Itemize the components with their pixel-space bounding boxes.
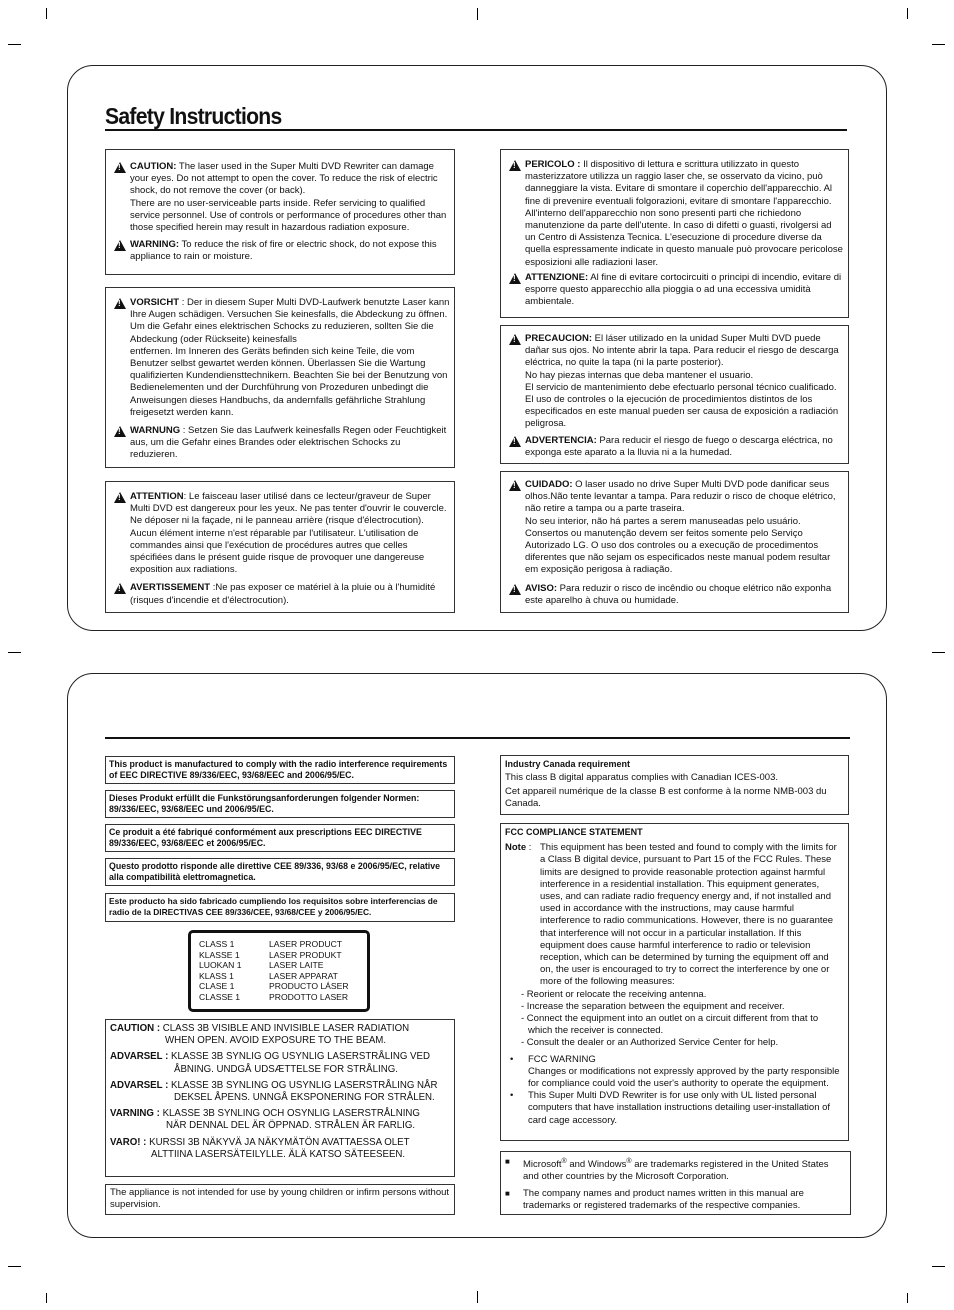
- laser-class-row: [199, 992, 349, 1003]
- trademarks-box: [500, 1151, 851, 1215]
- square-bullet-icon: ■: [505, 1188, 510, 1198]
- appliance-note: The appliance is not intended for use by young children or infirm persons without supervision.: [105, 1184, 455, 1215]
- fcc-measure-item: - Consult the dealer or an Authorized Service Center for help.: [521, 1037, 779, 1049]
- warning-triangle-icon: [114, 583, 126, 594]
- fcc-warning-text: Changes or modifications not expressly approved by the party responsible for compliance could void the user's authority to operate the equipment.: [528, 1065, 840, 1090]
- caution-text: : Le faisceau laser utilisé dans ce lecteur/graveur de Super Multi DVD est dangereux pour les yeux. Ne pas tenter d'ouvrir le couvercle. Ne déposer ni la façade, ni le panneau arrière (risque d'électrocution). Aucun élément interne n'est réparable par l'utilisateur. L'utilisation de commandes ainsi que l'exécution de procédures autres que celles spécifiées dans le présent guide risque de provoquer une dangereuse exposition aux radiations.: [130, 491, 447, 576]
- warning-triangle-icon: [114, 240, 126, 251]
- laser-class-label: [188, 930, 370, 1012]
- safety-box-de: [105, 287, 455, 468]
- caution-text: Il dispositivo di lettura e scrittura utilizzato in questo masterizzatore utilizza un raggio laser che, se osservato da vicino, può danneggiare la vista. Evitare di smontare il coperchio dell'apparecchio. Al fine di prevenire eventuali folgorazioni, evitare di smontare l'apparecchio. All'interno dell'apparecchio non sono presenti parti che richiedono manutenzione da parte dell'utente. In caso di difetti o guasti, rivolgersi ad un Centro di Assistenza Tecnica. L'esecuzione di procedure diverse da quella espressamente indicate in questo manuale può provocare pericolose esposizioni alle radiazioni laser.: [525, 159, 843, 268]
- laser-class-row: [199, 981, 349, 992]
- industry-canada-text: This class B digital apparatus complies with Canadian ICES-003.: [505, 772, 778, 783]
- warning-triangle-icon: [509, 160, 521, 171]
- laser-product-name: PRODUCTO LÁSER: [269, 981, 349, 992]
- caution-text: : Der in diesem Super Multi DVD-Laufwerk benutzte Laser kann Ihre Augen schädigen. Versuchen Sie keinesfalls, die Abdeckung zu öffnen. Um die Gefahr eines elektrischen Schocks zu reduzieren, sollten Sie die Abdeckung (oder Rückseite) keinesfalls: [130, 297, 450, 345]
- laser-class-name: CLASSE 1: [199, 991, 241, 1002]
- warning-label: AVERTISSEMENT: [130, 582, 211, 594]
- laser-class-name: CLASE 1: [199, 981, 235, 992]
- fcc-measures-list: [505, 989, 844, 1050]
- caution-label: CAUTION:: [130, 161, 177, 172]
- fcc-measure-item: - Increase the separation between the equipment and receiver.: [521, 1000, 785, 1012]
- class3b-text: ÅBNING. UNDGÅ UDSÆTTELSE FOR STRÅLING.: [174, 1063, 398, 1075]
- caution-label: ATTENTION: [130, 491, 184, 502]
- caution-text: El láser utilizado en la unidad Super Multi DVD puede dañar sus ojos. No intente abrir la tapa. Para reducir el riesgo de descarga eléctrica, no quite la tapa (ni la parte posterior).: [525, 333, 839, 369]
- warning-triangle-icon: [509, 273, 521, 284]
- warning-text: Para reduzir o risco de incêndio ou choque elétrico não exponha este aparelho à chuva ou humidade.: [525, 582, 832, 606]
- trademark-text: are trademarks registered in the United States and other countries by the Microsoft Corporation.: [523, 1159, 829, 1183]
- eec-note-fr: Ce produit a été fabriqué conformément aux prescriptions EEC DIRECTIVE 89/336/EEC, 93/68/EEC et 2006/95/EC.: [105, 824, 455, 852]
- caution-text: O laser usado no drive Super Multi DVD pode danificar seus olhos.Não tente levantar a tampa. Para reduzir o risco de choque elétrico, não retire a tampa ou a parte traseira.: [525, 479, 836, 515]
- laser-class-row: [199, 971, 349, 982]
- warning-triangle-icon: [114, 492, 126, 503]
- class3b-text: NÄR DENNAL DEL ÄR ÖPPNAD. STRÅLEN ÄR FARLIG.: [166, 1120, 416, 1132]
- caution-text: There are no user-serviceable parts inside. Refer servicing to qualified service personnel. Use of controls or performance of procedures other than those specified herein may result in hazardous radiation exposure.: [130, 197, 447, 234]
- laser-class-table: [199, 939, 349, 1003]
- warning-label: AVISO:: [525, 582, 558, 594]
- caution-text: No seu interior, não há partes a serem manuseadas pelo usuário. Consertos ou manutenção devem ser feitos somente pelo Serviço Autorizado LG. O uso dos controles ou a execução de procedimentos diferentes que não sejam os especificados neste manual podem resultar em exposição perigosa à radiação.: [525, 515, 831, 576]
- class3b-text: KLASSE 3B SYNLIG OG USYNLIG LASERSTRÅLING VED: [171, 1051, 430, 1063]
- class3b-text: CLASS 3B VISIBLE AND INVISIBLE LASER RADIATION: [162, 1023, 410, 1034]
- note-separator: :: [528, 842, 532, 854]
- trademark-text: Microsoft: [523, 1159, 562, 1171]
- varning-label: VARNING :: [110, 1108, 160, 1120]
- warning-triangle-icon: [114, 298, 126, 309]
- caution-label: PERICOLO :: [525, 159, 581, 170]
- ul-listed-text: This Super Multi DVD Rewriter is for use only with UL listed personal computers that have installation instructions detailing user-installation of card cage accessory.: [528, 1090, 831, 1126]
- safety-box-pt: [500, 471, 849, 613]
- laser-class-name: CLASS 1: [199, 939, 235, 949]
- trademark-text: The company names and product names written in this manual are trademarks or registered trademarks of the respective companies.: [523, 1187, 804, 1212]
- title-rule: [105, 129, 847, 131]
- laser-class-row: [199, 950, 349, 961]
- laser-product-name: LASER APPARAT: [269, 970, 338, 981]
- laser-class-name: KLASSE 1: [199, 949, 240, 960]
- caution-label: VORSICHT: [130, 297, 180, 308]
- class3b-text: ALTTIINA LASERSÄTEILYLLE. ÄLÄ KATSO SÄTEESEEN.: [151, 1148, 406, 1160]
- fcc-box: [500, 823, 849, 1141]
- registered-mark: ®: [561, 1158, 567, 1165]
- warning-text: : Setzen Sie das Laufwerk keinesfalls Regen oder Feuchtigkeit aus, um die Gefahr eines Brandes oder elektrischen Schocks zu reduzieren.: [130, 425, 447, 461]
- warning-triangle-icon: [114, 426, 126, 437]
- warning-text: :Ne pas exposer ce matériel à la pluie ou à l'humidité (risques d'incendie et d'électrocution).: [130, 582, 436, 606]
- page-title: Safety Instructions: [105, 103, 282, 129]
- warning-label: WARNUNG: [130, 425, 181, 437]
- warning-label: WARNING:: [130, 239, 180, 251]
- fcc-measure-item: - Reorient or relocate the receiving antenna.: [521, 988, 707, 1000]
- warning-triangle-icon: [509, 480, 521, 491]
- warning-label: ATTENZIONE:: [525, 271, 589, 283]
- warning-label: ADVERTENCIA:: [525, 434, 597, 446]
- caution-label: CAUTION :: [110, 1023, 161, 1034]
- square-bullet-icon: ■: [505, 1157, 510, 1166]
- warning-text: Para reducir el riesgo de fuego o descarga eléctrica, no exponga este aparato a la lluvia ni a la humedad.: [525, 434, 833, 458]
- caution-text: The laser used in the Super Multi DVD Rewriter can damage your eyes. Do not attempt to open the cover. To reduce the risk of electric shock, do not remove the cover (or back).: [130, 161, 438, 197]
- caution-text: El servicio de mantenimiento debe efectuarlo personal técnico cualificado. El uso de controles o la ejecución de procedimientos distintos de los especificados en este manual pueden ser causa de exposición a radiación peligrosa.: [525, 381, 839, 430]
- eec-note-en: This product is manufactured to comply with the radio interference requirements of EEC DIRECTIVE 89/336/EEC, 93/68/EEC and 2006/95/EC.: [105, 756, 455, 784]
- class3b-text: KURSSI 3B NÄKYVÄ JA NÄKYMÄTÖN AVATTAESSA OLET: [149, 1136, 410, 1148]
- advarsel-label: ADVARSEL :: [110, 1051, 169, 1063]
- caution-label: CUIDADO:: [525, 479, 573, 490]
- note-label: Note: [505, 842, 527, 854]
- trademark-text: and Windows: [566, 1159, 627, 1171]
- safety-box-en: [105, 149, 455, 275]
- eec-note-de: Dieses Produkt erfüllt die Funkstörungsanforderungen folgender Normen: 89/336/EEC, 93/68/EEC und 2006/95/EC.: [105, 790, 455, 818]
- caution-text: No hay piezas internas que deba mantener el usuario.: [525, 369, 754, 381]
- warning-triangle-icon: [509, 436, 521, 447]
- fcc-note-text: This equipment has been tested and found to comply with the limits for a Class B digital device, pursuant to Part 15 of the FCC Rules. These limits are designed to provide reasonable protection against harmful interference in a residential installation. This equipment generates, uses, and can radiate radio frequency energy and, if not installed and used in accordance with the instructions, may cause harmful interference to radio communications. However, there is no guarantee that interference will not occur in a particular installation. If this equipment does cause harmful interference to radio or television reception, which can be determined by turning the equipment off and on, the user is encouraged to try to correct the interference by one or more of the following measures:: [540, 842, 837, 988]
- warning-triangle-icon: [509, 334, 521, 345]
- warning-text: Al fine di evitare cortocircuiti o principi di incendio, evitare di esporre questo apparecchio alla pioggia o ad una eccessiva umidità ambientale.: [525, 271, 842, 308]
- industry-canada-text: Cet appareil numérique de la classe B est conforme à la norme NMB-003 du Canada.: [505, 786, 827, 809]
- industry-canada-box: [500, 755, 849, 815]
- laser-product-name: LASER PRODUCT: [269, 939, 343, 949]
- registered-mark: ®: [626, 1158, 632, 1165]
- safety-box-fr: [105, 481, 455, 613]
- fcc-title: FCC COMPLIANCE STATEMENT: [505, 827, 643, 837]
- bullet-icon: •: [510, 1053, 514, 1065]
- caution-text: entfernen. Im Inneren des Geräts befinden sich keine Teile, die vom Benutzer selbst gewartet werden können. Überlassen Sie die Wartung qualifizierten Kundendiensttechnikern. Beachten Sie bei der Benutzung von Bedienelementen und der Durchführung von Prozeduren unbedingt die Anweisungen dieses Handbuchs, da andernfalls gefährliche Strahlung freigesetzt werden kann.: [130, 345, 448, 418]
- warning-triangle-icon: [114, 162, 126, 173]
- advarsel-label: ADVARSEL :: [110, 1079, 169, 1091]
- class3b-text: KLASSE 3B SYNLING OG USYNLIG LASERSTRÅLING NÅR: [171, 1079, 438, 1091]
- fcc-measure-item: - Connect the equipment into an outlet on a circuit different from that to which the receiver is connected.: [521, 1013, 819, 1037]
- section-rule: [105, 737, 850, 739]
- class3b-text: KLASSE 3B SYNLING OCH OSYNLIG LASERSTRÅLNING: [162, 1108, 420, 1120]
- bullet-icon: •: [510, 1090, 514, 1102]
- caution-label: PRECAUCION:: [525, 333, 593, 344]
- eec-note-es: Este producto ha sido fabricado cumpliendo los requisitos sobre interferencias de radio de la DIRECTIVAS CEE 89/336/CEE, 93/68/CEE y 2006/95/EC.: [105, 893, 455, 922]
- laser-product-name: PRODOTTO LASER: [269, 991, 349, 1002]
- warning-text: To reduce the risk of fire or electric shock, do not expose this appliance to rain or moisture.: [130, 239, 437, 263]
- laser-product-name: LASER PRODUKT: [269, 949, 342, 960]
- varo-label: VARO! :: [110, 1136, 147, 1148]
- safety-box-it: [500, 149, 849, 318]
- laser-class-row: [199, 960, 349, 971]
- class3b-text: WHEN OPEN. AVOID EXPOSURE TO THE BEAM.: [165, 1035, 387, 1047]
- industry-canada-title: Industry Canada requirement: [505, 759, 631, 769]
- warning-triangle-icon: [509, 584, 521, 595]
- class3b-text: DEKSEL ÅPENS. UNNGÅ EKSPONERING FOR STRÅLEN.: [174, 1092, 435, 1104]
- class3b-box: [105, 1019, 455, 1177]
- laser-product-name: LASER LAITE: [269, 960, 324, 971]
- laser-class-name: KLASS 1: [199, 970, 234, 981]
- safety-box-es: [500, 325, 849, 464]
- eec-note-it: Questo prodotto risponde alle direttive CEE 89/336, 93/68 e 2006/95/EC, relative alla compatibilità elettromagnetica.: [105, 858, 455, 886]
- laser-class-row: [199, 939, 349, 950]
- fcc-warning-title: FCC WARNING: [528, 1053, 596, 1065]
- laser-class-name: LUOKAN 1: [199, 960, 242, 971]
